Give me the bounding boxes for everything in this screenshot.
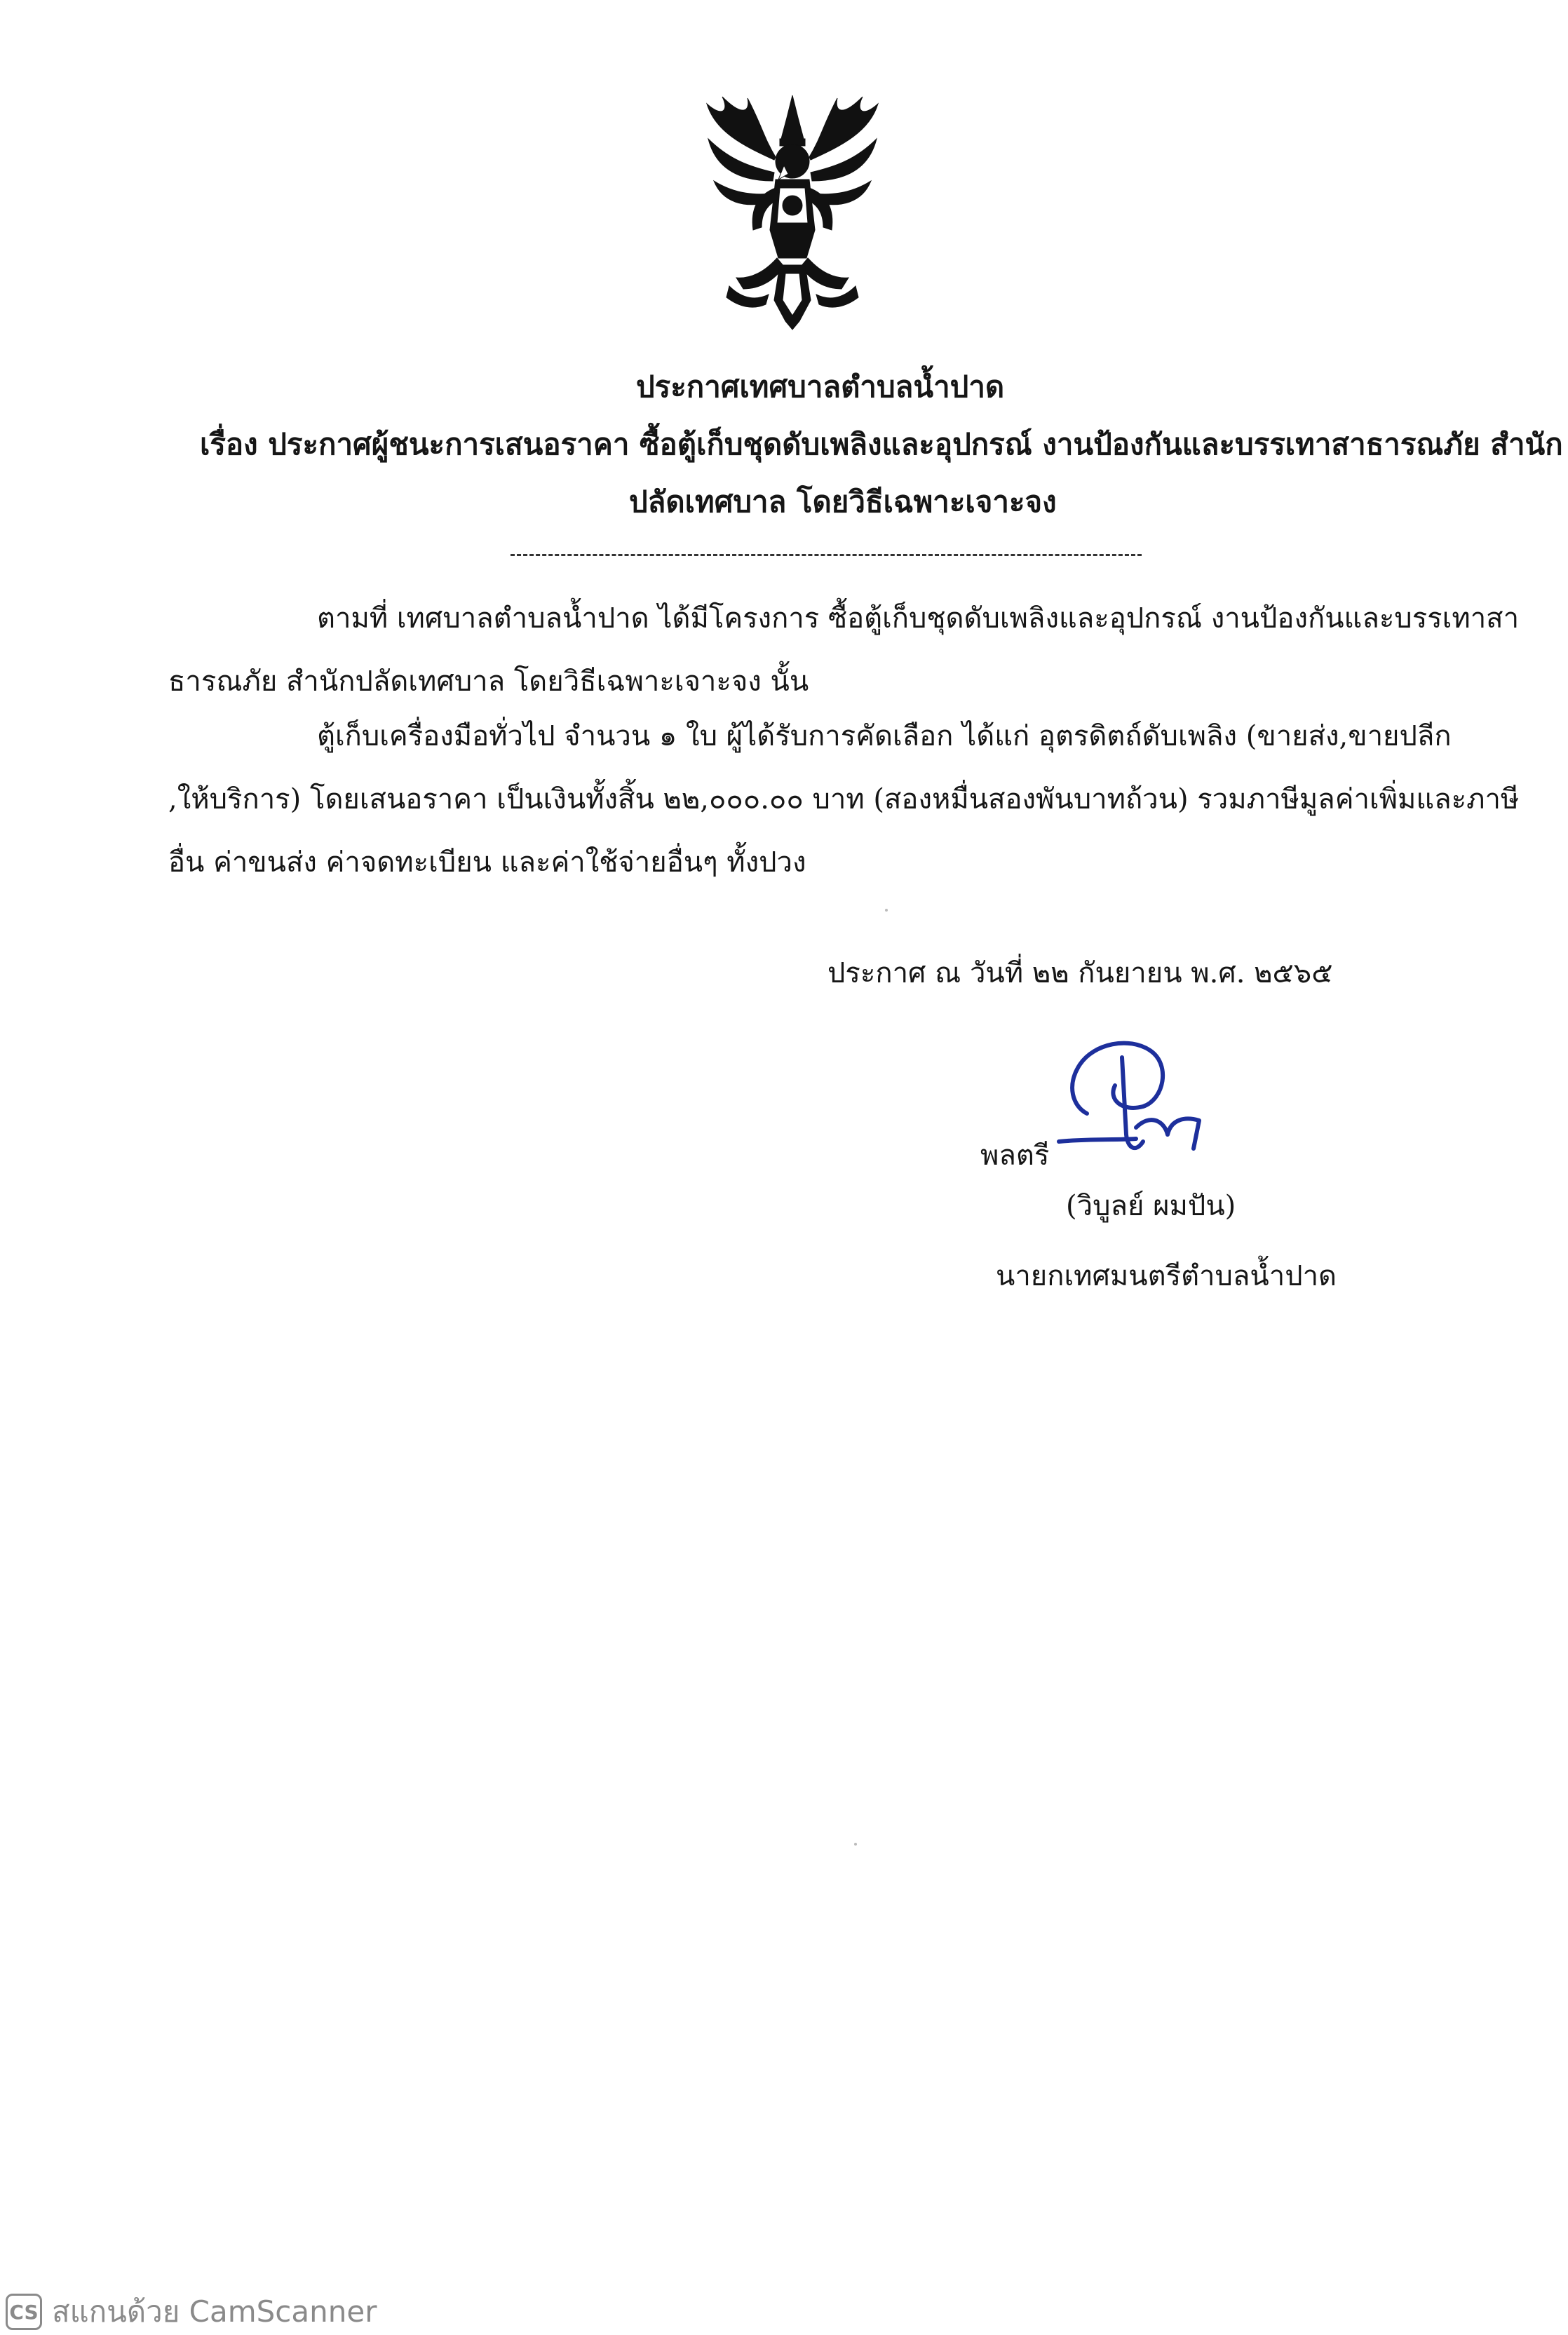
scan-speck (885, 909, 888, 912)
camscanner-icon: CS (6, 2294, 42, 2330)
announcement-date: ประกาศ ณ วันที่ ๒๒ กันยายน พ.ศ. ๒๕๖๕ (827, 957, 1333, 989)
paragraph-2-line-3: อื่น ค่าขนส่ง ค่าจดทะเบียน และค่าใช้จ่ายอื่นๆ ทั้งปวง (168, 846, 806, 879)
announcement-title: ประกาศเทศบาลตำบลน้ำปาด (636, 370, 1005, 404)
paragraph-1-line-2: ธารณภัย สำนักปลัดเทศบาล โดยวิธีเฉพาะเจาะจง นั้น (168, 665, 809, 698)
scan-speck (854, 1843, 857, 1846)
paragraph-2-line-2: ,ให้บริการ) โดยเสนอราคา เป็นเงินทั้งสิ้น ๒๒,๐๐๐.๐๐ บาท (สองหมื่นสองพันบาทถ้วน) รวมภาษีมูลค่าเพิ่มและภาษี (168, 783, 1520, 815)
signer-position: นายกเทศมนตรีตำบลน้ำปาด (996, 1260, 1337, 1292)
garuda-emblem (701, 90, 884, 332)
signer-name: (วิบูลย์ ผมปัน) (1066, 1190, 1236, 1222)
camscanner-watermark (6, 2289, 377, 2335)
signature (1045, 1029, 1234, 1170)
camscanner-label: สแกนด้วย CamScanner (52, 2294, 377, 2329)
subject-line-1: เรื่อง ประกาศผู้ชนะการเสนอราคา ซื้อตู้เก็บชุดดับเพลิงและอุปกรณ์ งานป้องกันและบรรเทาสาธารณภัย สำนัก (200, 427, 1563, 461)
paragraph-2-line-1: ตู้เก็บเครื่องมือทั่วไป จำนวน ๑ ใบ ผู้ได้รับการคัดเลือก ได้แก่ อุตรดิตถ์ดับเพลิง (ขายส่ง,ขายปลีก (317, 720, 1452, 752)
subject-line-2: ปลัดเทศบาล โดยวิธีเฉพาะเจาะจง (629, 485, 1057, 519)
dashed-divider (511, 554, 1142, 556)
paragraph-1-line-1: ตามที่ เทศบาลตำบลน้ำปาด ได้มีโครงการ ซื้อตู้เก็บชุดดับเพลิงและอุปกรณ์ งานป้องกันและบรรเทาสา (317, 602, 1520, 635)
signer-rank: พลตรี (980, 1139, 1050, 1172)
